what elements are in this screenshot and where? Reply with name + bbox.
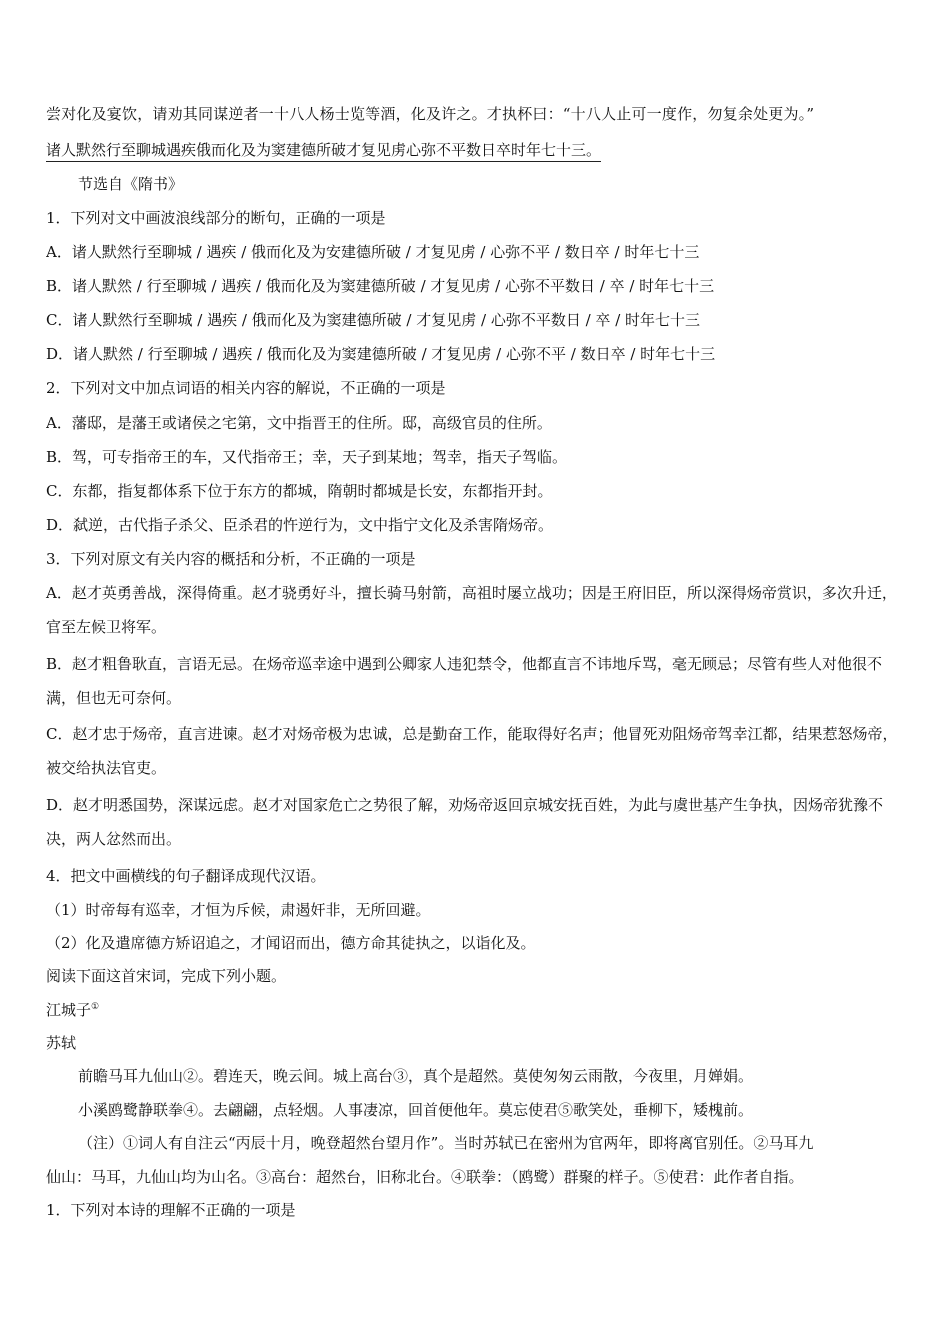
q2-option-b: B．驾，可专指帝王的车，又代指帝王；幸，天子到某地；驾幸，指天子驾临。 (46, 448, 568, 466)
poem-notes-line-2: 仙山：马耳，九仙山均为山名。③高台：超然台，旧称北台。④联拳：（鸥鹭）群聚的样子。⑤使君：此作者自指。 (46, 1168, 804, 1186)
q1-stem: 1．下列对文中画波浪线部分的断句，正确的一项是 (46, 209, 386, 227)
q3-option-c: C．赵才忠于炀帝，直言进谏。赵才对炀帝极为忠诚，总是勤奋工作，能取得好名声；他冒死劝阻炀帝驾幸江都，结果惹怒炀帝，被交给执法官吏。 (46, 725, 898, 777)
poem-author: 苏轼 (46, 1034, 77, 1052)
q3-stem: 3．下列对原文有关内容的概括和分析，不正确的一项是 (46, 550, 416, 568)
poem-stanza-2: 小溪鸥鹭静联拳④。去翩翩，点轻烟。人事凄凉，回首便他年。莫忘使君⑤歌笑处，垂柳下，矮槐前。 (78, 1101, 754, 1119)
passage-source: 节选自《隋书》 (78, 175, 184, 193)
poem-title (46, 1000, 908, 1020)
q1-option-b: B．诸人默然 / 行至聊城 / 遇疾 / 俄而化及为窦建德所破 / 才复见虏 / 心弥不平数日 / 卒 / 时年七十三 (46, 277, 715, 295)
poem-intro: 阅读下面这首宋词，完成下列小题。 (46, 967, 287, 985)
passage-underlined-sentence: 诸人默然行至聊城遇疾俄而化及为窦建德所破才复见虏心弥不平数日卒时年七十三。 (46, 140, 601, 162)
q1-option-d: D．诸人默然 / 行至聊城 / 遇疾 / 俄而化及为窦建德所破 / 才复见虏 / 心弥不平 / 数日卒 / 时年七十三 (46, 345, 716, 363)
passage-line-2 (46, 140, 908, 162)
poem-stanza-1: 前瞻马耳九仙山②。碧连天，晚云间。城上高台③，真个是超然。莫使匆匆云雨散，今夜里，月婵娟。 (78, 1067, 754, 1085)
poem-title-text: 江城子 (46, 1001, 92, 1019)
passage-line-1: 尝对化及宴饮，请劝其同谋逆者一十八人杨士览等酒，化及许之。才执杯曰：“十八人止可一度作，勿复余处更为。” (46, 105, 815, 123)
q2-option-c: C．东都，指复都体系下位于东方的都城，隋朝时都城是长安，东都指开封。 (46, 482, 553, 500)
q2-option-a: A．藩邸，是藩王或诸侯之宅第，文中指晋王的住所。邸，高级官员的住所。 (46, 414, 552, 432)
q2-option-d: D．弑逆，古代指子杀父、臣杀君的忤逆行为，文中指宁文化及杀害隋炀帝。 (46, 516, 554, 534)
q3-option-d: D．赵才明悉国势，深谋远虑。赵才对国家危亡之势很了解，劝炀帝返回京城安抚百姓，为此与虞世基产生争执，因炀帝犹豫不决，两人忿然而出。 (46, 796, 884, 848)
q2-stem: 2．下列对文中加点词语的相关内容的解说，不正确的一项是 (46, 379, 446, 397)
poem-title-note: ① (91, 1002, 100, 1012)
q4-stem: 4．把文中画横线的句子翻译成现代汉语。 (46, 867, 326, 885)
q3-option-a: A．赵才英勇善战，深得倚重。赵才骁勇好斗，擅长骑马射箭，高祖时屡立战功；因是王府旧臣，所以深得炀帝赏识，多次升迁，官至左候卫将军。 (46, 584, 897, 636)
q4-item-2: （2）化及遣席德方矫诏追之，才闻诏而出，德方命其徒执之，以诣化及。 (46, 934, 536, 952)
poem-q1-stem: 1．下列对本诗的理解不正确的一项是 (46, 1201, 296, 1219)
q3-option-b: B．赵才粗鲁耿直，言语无忌。在炀帝巡幸途中遇到公卿家人违犯禁令，他都直言不讳地斥骂，毫无顾忌；尽管有些人对他很不满，但也无可奈何。 (46, 655, 883, 707)
poem-notes-line-1: （注）①词人有自注云“丙辰十月，晚登超然台望月作”。当时苏轼已在密州为官两年，即将离官别任。②马耳九 (78, 1134, 814, 1152)
q4-item-1: （1）时帝每有巡幸，才恒为斥候，肃遏奸非，无所回避。 (46, 901, 431, 919)
q1-option-c: C．诸人默然行至聊城 / 遇疾 / 俄而化及为窦建德所破 / 才复见虏 / 心弥不平数日 / 卒 / 时年七十三 (46, 311, 701, 329)
q1-option-a: A．诸人默然行至聊城 / 遇疾 / 俄而化及为安建德所破 / 才复见虏 / 心弥不平 / 数日卒 / 时年七十三 (46, 243, 700, 261)
